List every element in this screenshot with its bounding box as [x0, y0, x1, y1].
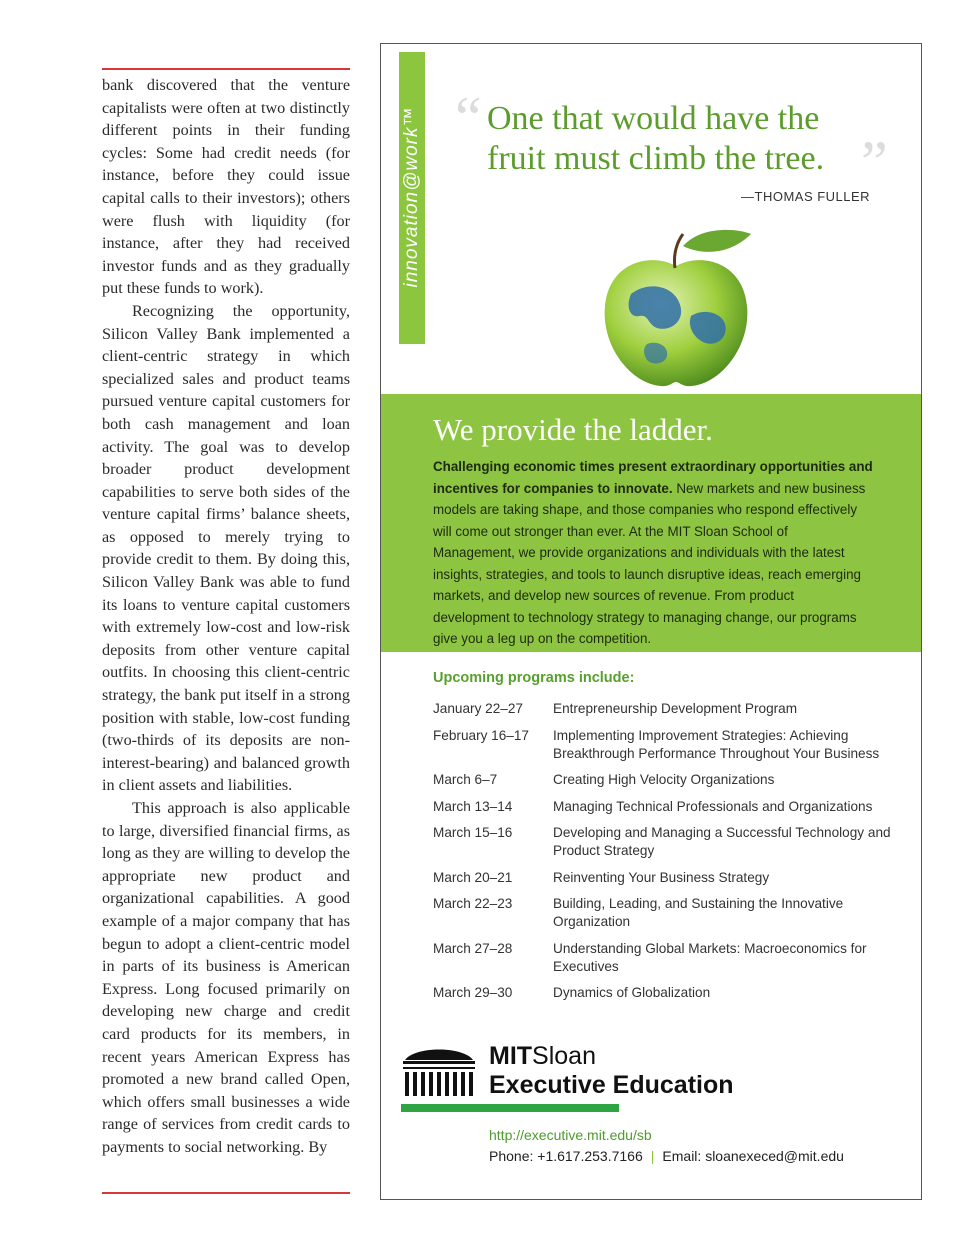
- program-name: Understanding Global Markets: Macroeconomics for Executives: [553, 940, 867, 974]
- ad-body-bold: Challenging economic times present extraordinary opportunities and incentives for companies to innovate.: [433, 459, 873, 496]
- program-name: Managing Technical Professionals and Organizations: [553, 798, 873, 814]
- program-date: February 16–17: [433, 727, 529, 743]
- program-date: March 15–16: [433, 825, 513, 840]
- program-row: [433, 798, 903, 816]
- program-name: Entrepreneurship Development Program: [553, 701, 798, 716]
- ad-phone: Phone: +1.617.253.7166: [489, 1148, 643, 1164]
- ad-body-text: [433, 456, 873, 650]
- program-date: March 29–30: [433, 985, 513, 1000]
- program-name: Implementing Improvement Strategies: Achieving Breakthrough Performance Throughout Your Business: [553, 727, 880, 761]
- programs-list: [433, 700, 903, 1011]
- mit-sloan-advertisement: [380, 43, 922, 1200]
- innovation-tag-strip: [399, 52, 425, 344]
- quote-text: One that would have the fruit must climb the tree.: [487, 100, 825, 177]
- program-date: March 6–7: [433, 772, 498, 787]
- ad-email[interactable]: Email: sloanexeced@mit.edu: [662, 1148, 844, 1164]
- ad-url-link[interactable]: http://executive.mit.edu/sb: [489, 1127, 652, 1143]
- program-date: March 22–23: [433, 896, 513, 911]
- program-row: [433, 984, 903, 1002]
- ad-body-regular: New markets and new business models are taking shape, and those companies who respond effectively will come out stronger than ever. At the MIT Sloan School of Management, we provide organizations and individuals with the latest insights, strategies, and tools to launch disruptive ideas, reach emerging markets, and develop new sources of revenue. From product development to technology strategy to managing change, our programs give you a leg up on the competition.: [433, 480, 866, 646]
- program-row: [433, 895, 903, 931]
- ad-contact-line: [489, 1148, 844, 1164]
- article-paragraph-1: bank discovered that the venture capitalists were often at two distinctly different points in their funding cycles: Some had credit needs (for instance, before they could issue capital calls to their investors); others were flush with liquidity (for instance, after they had received investor funds and as they gradually put these funds to work).: [102, 76, 350, 298]
- program-name: Dynamics of Globalization: [553, 985, 711, 1000]
- programs-title: Upcoming programs include:: [433, 670, 635, 686]
- brand-sloan: Sloan: [532, 1042, 596, 1070]
- brand-green-bar: [401, 1104, 619, 1112]
- program-name: Building, Leading, and Sustaining the Innovative Organization: [553, 896, 844, 929]
- program-date: March 13–14: [433, 798, 513, 814]
- program-row: [433, 700, 903, 718]
- innovation-tag: innovation@work™: [401, 106, 422, 288]
- article-column: [102, 68, 350, 1194]
- brand-mit: MIT: [489, 1042, 533, 1070]
- article-paragraph-3: This approach is also applicable to large, diversified financial firms, as long as they are willing to develop the appropriate new product and organizational capabilities. A good example of a major company that has begun to adopt a client-centric model in parts of its business is American Express. Long focused primarily on developing new charge and credit card products for its members, in recent years American Express has promoted a new brand called Open, which offers small businesses a wide range of services from credit cards to payments to social networking. By: [102, 799, 350, 1156]
- ad-headline: We provide the ladder.: [433, 412, 713, 447]
- brand-name: [489, 1042, 596, 1070]
- program-row: [433, 940, 903, 976]
- ad-quote-area: [381, 44, 921, 394]
- quote-author: —THOMAS FULLER: [741, 189, 871, 204]
- program-date: March 27–28: [433, 940, 513, 956]
- article-paragraph-2: Recognizing the opportunity, Silicon Valley Bank implemented a client-centric strategy in which specialized sales and product teams pursued venture capital customers for both cash management and loan activity. The goal was to develop broader product development capabilities to serve both sides of the venture capital firms’ balance sheets, as opposed to merely trying to provide credit to them. By doing this, Silicon Valley Bank was able to fund its loans to venture capital customers with extremely low-cost and low-risk deposits from other venture capital outfits. In choosing this client-centric strategy, the bank put itself in a strong position with stable, low-cost funding (two-thirds of its deposits are non-interest-bearing) and balanced growth in client assets and liabilities.: [102, 301, 350, 795]
- quote-open-mark: “: [455, 85, 482, 151]
- article-body: [102, 70, 350, 1159]
- program-row: [433, 824, 903, 860]
- program-row: [433, 869, 903, 887]
- program-date: March 20–21: [433, 869, 513, 885]
- program-name: Creating High Velocity Organizations: [553, 772, 775, 787]
- program-name: Developing and Managing a Successful Technology and Product Strategy: [553, 825, 891, 858]
- contact-separator: |: [650, 1148, 655, 1164]
- brand-subtitle: Executive Education: [489, 1071, 734, 1099]
- program-row: [433, 771, 903, 789]
- mit-dome-logo-icon: [401, 1040, 477, 1100]
- program-date: January 22–27: [433, 701, 523, 716]
- apple-globe-icon: [591, 224, 761, 394]
- program-name: Reinventing Your Business Strategy: [553, 869, 770, 885]
- program-row: [433, 727, 903, 763]
- quote-close-mark: ”: [861, 129, 888, 195]
